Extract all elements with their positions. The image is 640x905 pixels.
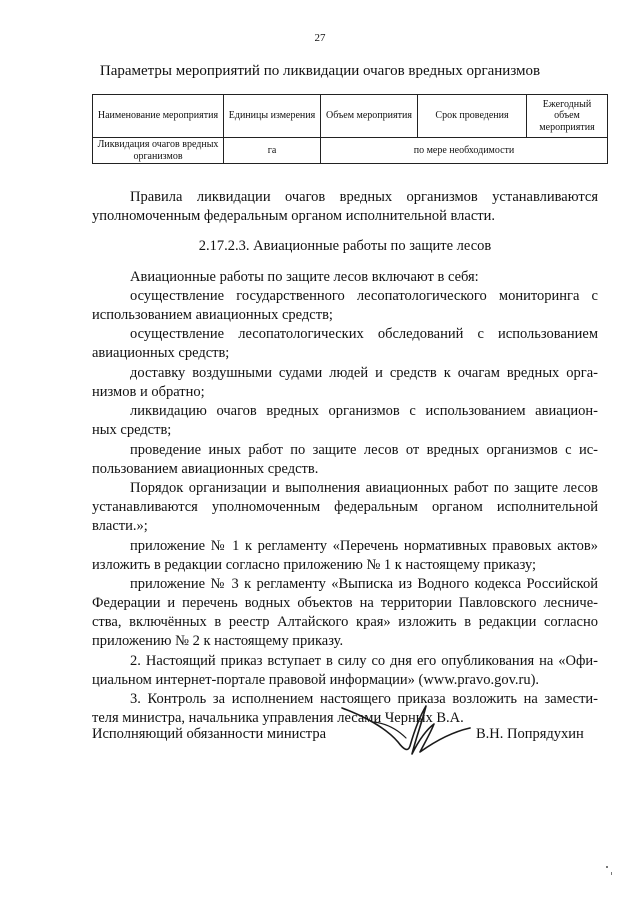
item3-line-1: 3. Контроль за исполнением настоящего приказа возложить на замести-: [130, 691, 598, 707]
item2-line-1: 2. Настоящий приказ вступает в силу со дня его опубликования на «Офи-: [130, 653, 598, 669]
delivery-line-1: доставку воздушными судами людей и средств к очагам вредных орга-: [130, 365, 598, 381]
scan-speck: [606, 866, 608, 868]
item2-line-2: циальном интернет-портале правовой информации» (www.pravo.gov.ru).: [92, 672, 540, 688]
parameters-table: [92, 94, 608, 164]
appendix3-line-2: Федерации и перечень водных объектов на территории Павловского лесниче-: [92, 595, 598, 611]
scan-speck: [611, 872, 612, 875]
signatory-position: Исполняющий обязанности министра: [92, 726, 327, 742]
rules-line-2: уполномоченным федеральным органом исполнительной власти.: [92, 208, 495, 224]
appendix1-line-2: изложить в редакции согласно приложению № 1 к настоящему приказу;: [92, 557, 537, 573]
handwritten-signature: [334, 702, 474, 758]
table-row: [93, 138, 608, 164]
procedure-line-2: устанавливаются уполномоченным федеральным органом исполнительной: [92, 499, 598, 515]
section-heading: 2.17.2.3. Авиационные работы по защите лесов: [198, 238, 492, 254]
row-cell-name: Ликвидация очагов вредных организмов: [93, 138, 224, 164]
row-cell-unit: га: [224, 138, 321, 164]
table-title: Параметры мероприятий по ликвидации очагов вредных организмов: [99, 63, 541, 79]
delivery-line-2: низмов и обратно;: [92, 384, 205, 400]
other-line-2: пользованием авиационных средств.: [92, 461, 319, 477]
procedure-line-1: Порядок организации и выполнения авиационных работ по защите лесов: [130, 480, 598, 496]
appendix1-line-1: приложение № 1 к регламенту «Перечень нормативных правовых актов»: [130, 538, 598, 554]
header-cell-annual: Ежегодный объем мероприятия: [527, 95, 608, 138]
header-cell-term: Срок проведения: [418, 95, 527, 138]
signatory-name: В.Н. Попрядухин: [476, 726, 584, 742]
rules-line-1: Правила ликвидации очагов вредных организмов устанавливаются: [130, 189, 598, 205]
appendix3-line-3: ства, включённых в реестр Алтайского края» изложить в редакции согласно: [92, 614, 598, 630]
surveys-line-2: авиационных средств;: [92, 345, 230, 361]
item3-line-2: теля министра, начальника управления лесами Черных В.А.: [92, 710, 464, 726]
liquidation-line-2: ных средств;: [92, 422, 172, 438]
table-header-row: [93, 95, 608, 138]
header-cell-name: Наименование мероприятия: [93, 95, 224, 138]
liquidation-line-1: ликвидацию очагов вредных организмов с использованием авиацион-: [130, 403, 598, 419]
appendix3-line-1: приложение № 3 к регламенту «Выписка из Водного кодекса Российской: [130, 576, 598, 592]
surveys-line-1: осуществление лесопатологических обследований с использованием: [130, 326, 598, 342]
intro-line: Авиационные работы по защите лесов включают в себя:: [130, 269, 479, 285]
appendix3-line-4: приложению № 2 к настоящему приказу.: [92, 633, 344, 649]
procedure-line-3: власти.»;: [92, 518, 148, 534]
header-cell-unit: Единицы измерения: [224, 95, 321, 138]
header-cell-volume: Объем мероприятия: [321, 95, 418, 138]
page-number: 27: [314, 32, 326, 44]
row-cell-merged: по мере необходимости: [321, 138, 608, 164]
other-line-1: проведение иных работ по защите лесов от вредных организмов с ис-: [130, 442, 598, 458]
monitoring-line-1: осуществление государственного лесопатологического мониторинга с: [130, 288, 598, 304]
monitoring-line-2: использованием авиационных средств;: [92, 307, 333, 323]
